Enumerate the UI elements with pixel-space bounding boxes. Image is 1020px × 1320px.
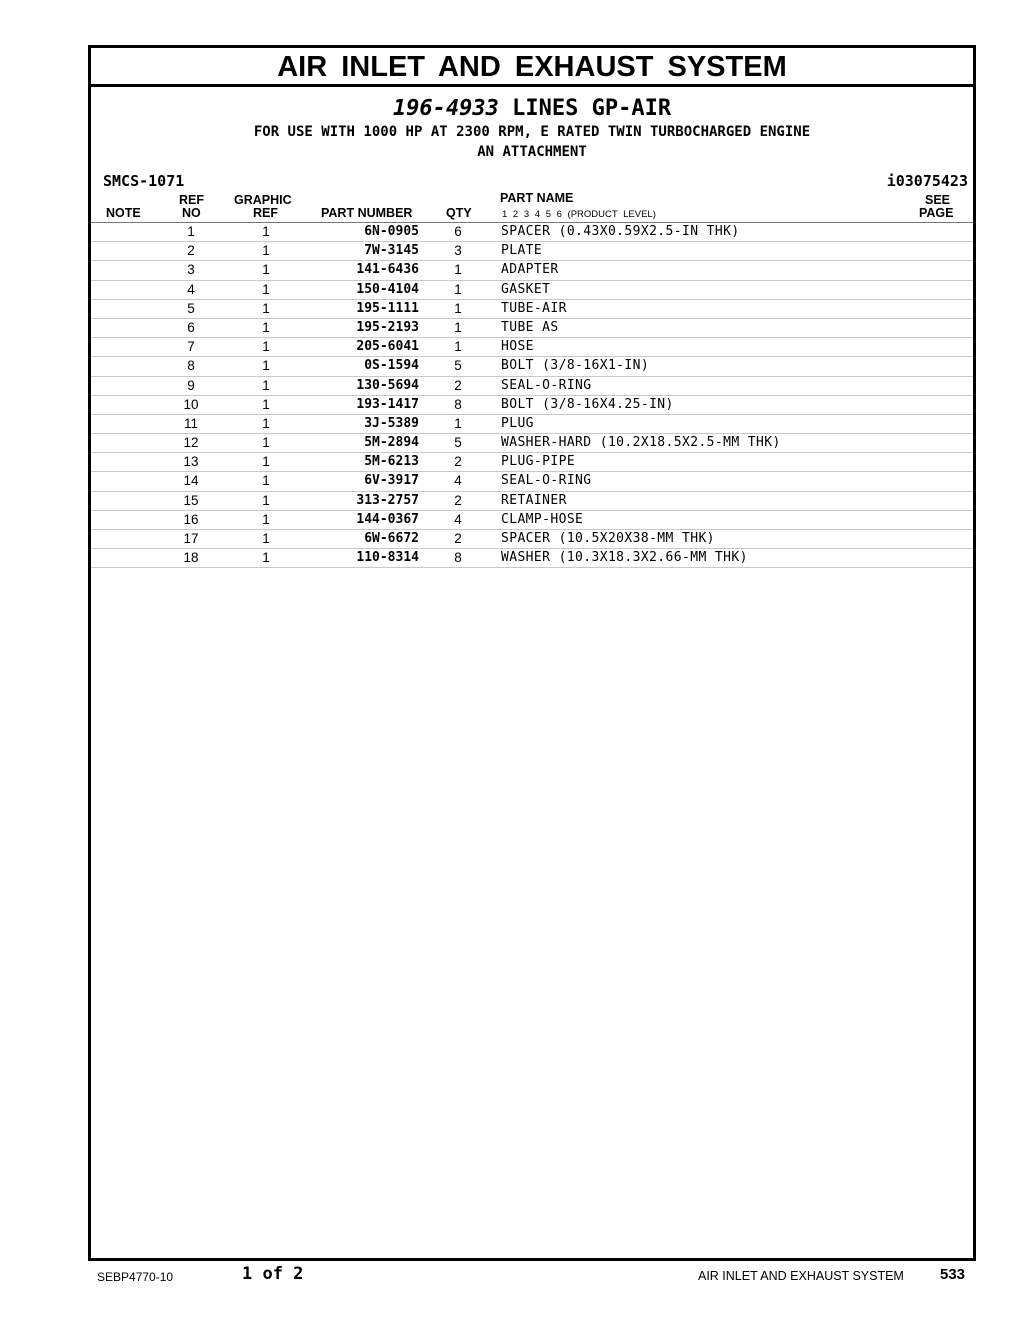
- table-row: [91, 492, 973, 511]
- quantity: 5: [454, 435, 462, 451]
- col-note: NOTE: [106, 206, 141, 220]
- part-name: TUBE AS: [501, 319, 559, 335]
- ref-no: 12: [183, 435, 199, 451]
- ref-no: 18: [183, 550, 199, 566]
- part-number: 5M-6213: [364, 454, 419, 470]
- graphic-ref: 1: [262, 243, 270, 259]
- part-name: GASKET: [501, 281, 551, 297]
- table-row: [91, 261, 973, 280]
- graphic-ref: 1: [262, 454, 270, 470]
- ref-no: 9: [187, 377, 195, 393]
- graphic-ref: 1: [262, 224, 270, 239]
- part-number: 6W-6672: [364, 531, 419, 546]
- graphic-ref: 1: [262, 339, 270, 355]
- footer-section: AIR INLET AND EXHAUST SYSTEM: [698, 1269, 904, 1283]
- footer-page-number: 533: [940, 1266, 966, 1283]
- quantity: 2: [454, 377, 462, 393]
- ref-no: 6: [187, 319, 195, 335]
- group-name: LINES GP-AIR: [512, 96, 672, 121]
- part-number: 150-4104: [356, 281, 419, 297]
- col-graphic-top: GRAPHIC: [234, 193, 292, 207]
- document-id: i03075423: [886, 172, 968, 190]
- ref-no: 14: [183, 473, 199, 489]
- graphic-ref: 1: [262, 358, 270, 374]
- part-number: 6V-3917: [364, 473, 419, 489]
- ref-no: 2: [187, 243, 195, 259]
- part-name: PLUG-PIPE: [501, 454, 576, 470]
- graphic-ref: 1: [262, 415, 270, 431]
- part-name: ADAPTER: [501, 262, 559, 278]
- quantity: 3: [454, 243, 462, 259]
- part-name: SPACER (10.5X20X38-MM THK): [501, 531, 715, 546]
- part-name: BOLT (3/8-16X1-IN): [501, 358, 650, 374]
- table-row: [91, 242, 973, 261]
- table-row: [91, 377, 973, 396]
- part-number: 205-6041: [356, 339, 419, 355]
- part-number: 7W-3145: [364, 243, 419, 259]
- quantity: 1: [454, 415, 462, 431]
- part-number: 110-8314: [356, 550, 419, 566]
- table-header: [91, 192, 973, 223]
- part-name: PLATE: [501, 243, 543, 259]
- graphic-ref: 1: [262, 377, 270, 393]
- part-number: 141-6436: [356, 262, 419, 278]
- col-graphic-bottom: REF: [253, 206, 278, 220]
- parts-page-frame: [88, 45, 976, 1261]
- graphic-ref: 1: [262, 435, 270, 451]
- ref-no: 13: [183, 454, 199, 470]
- part-name: PLUG: [501, 415, 534, 431]
- ref-no: 4: [187, 281, 195, 297]
- ref-no: 17: [183, 531, 199, 546]
- part-number: 193-1417: [356, 396, 419, 412]
- table-row: [91, 434, 973, 453]
- table-row: [91, 281, 973, 300]
- graphic-ref: 1: [262, 473, 270, 489]
- quantity: 6: [454, 224, 462, 239]
- graphic-ref: 1: [262, 319, 270, 335]
- col-product-levels: 1 2 3 4 5 6 (PRODUCT LEVEL): [502, 209, 656, 220]
- graphic-ref: 1: [262, 511, 270, 527]
- part-name: WASHER-HARD (10.2X18.5X2.5-MM THK): [501, 435, 781, 451]
- graphic-ref: 1: [262, 492, 270, 508]
- part-number: 0S-1594: [364, 358, 419, 374]
- part-name: SEAL-O-RING: [501, 473, 592, 489]
- quantity: 2: [454, 454, 462, 470]
- table-row: [91, 530, 973, 549]
- part-number: 3J-5389: [364, 415, 419, 431]
- table-row: [91, 511, 973, 530]
- quantity: 1: [454, 319, 462, 335]
- part-number: 5M-2894: [364, 435, 419, 451]
- quantity: 1: [454, 300, 462, 316]
- ref-no: 15: [183, 492, 199, 508]
- table-row: [91, 300, 973, 319]
- table-row: [91, 472, 973, 491]
- ref-no: 3: [187, 262, 195, 278]
- quantity: 1: [454, 339, 462, 355]
- ref-no: 7: [187, 339, 195, 355]
- table-row: [91, 453, 973, 472]
- ref-no: 1: [187, 224, 195, 239]
- part-number: 195-2193: [356, 319, 419, 335]
- quantity: 4: [454, 511, 462, 527]
- quantity: 1: [454, 281, 462, 297]
- col-ref-bottom: NO: [182, 206, 201, 220]
- ref-no: 11: [183, 415, 198, 431]
- page-footer: [0, 1262, 1020, 1292]
- quantity: 2: [454, 531, 462, 546]
- graphic-ref: 1: [262, 281, 270, 297]
- graphic-ref: 1: [262, 396, 270, 412]
- table-row: [91, 396, 973, 415]
- part-number: 6N-0905: [364, 224, 419, 239]
- col-part-number: PART NUMBER: [321, 206, 413, 220]
- part-name: CLAMP-HOSE: [501, 511, 584, 527]
- page-title: AIR INLET AND EXHAUST SYSTEM: [91, 48, 973, 87]
- col-ref-top: REF: [179, 193, 204, 207]
- quantity: 8: [454, 396, 462, 412]
- graphic-ref: 1: [262, 262, 270, 278]
- smcs-code: SMCS-1071: [103, 172, 185, 190]
- col-see-bottom: PAGE: [919, 206, 954, 220]
- ref-no: 5: [187, 300, 195, 316]
- usage-line-1: FOR USE WITH 1000 HP AT 2300 RPM, E RATED TWIN TURBOCHARGED ENGINE: [253, 124, 811, 140]
- graphic-ref: 1: [262, 550, 270, 566]
- part-name: SPACER (0.43X0.59X2.5-IN THK): [501, 224, 740, 239]
- table-row: [91, 338, 973, 357]
- parts-table-body: [91, 223, 973, 568]
- quantity: 1: [454, 262, 462, 278]
- part-number: 144-0367: [356, 511, 419, 527]
- ref-no: 10: [183, 396, 199, 412]
- col-see-top: SEE: [925, 193, 951, 207]
- quantity: 8: [454, 550, 462, 566]
- part-name: RETAINER: [501, 492, 567, 508]
- ref-no: 16: [183, 511, 199, 527]
- col-part-name: PART NAME: [500, 191, 574, 205]
- table-row: [91, 357, 973, 376]
- graphic-ref: 1: [262, 531, 270, 546]
- quantity: 2: [454, 492, 462, 508]
- part-name: HOSE: [501, 339, 534, 355]
- table-row: [91, 223, 973, 242]
- group-heading: [91, 96, 973, 122]
- quantity: 4: [454, 473, 462, 489]
- group-number: 196-4933: [392, 96, 499, 121]
- col-qty: QTY: [446, 206, 472, 220]
- part-name: TUBE-AIR: [501, 300, 567, 316]
- part-number: 313-2757: [356, 492, 419, 508]
- quantity: 5: [454, 358, 462, 374]
- part-name: WASHER (10.3X18.3X2.66-MM THK): [501, 550, 748, 566]
- footer-page-of: 1 of 2: [242, 1264, 304, 1284]
- part-name: BOLT (3/8-16X4.25-IN): [501, 396, 674, 412]
- table-row: [91, 415, 973, 434]
- part-number: 195-1111: [356, 300, 419, 316]
- table-row: [91, 549, 973, 568]
- table-row: [91, 319, 973, 338]
- ref-no: 8: [187, 358, 195, 374]
- graphic-ref: 1: [262, 300, 270, 316]
- part-name: SEAL-O-RING: [501, 377, 592, 393]
- identifier-row: [91, 170, 973, 192]
- usage-line-2: AN ATTACHMENT: [477, 144, 587, 160]
- footer-doc-number: SEBP4770-10: [97, 1270, 174, 1284]
- part-number: 130-5694: [356, 377, 419, 393]
